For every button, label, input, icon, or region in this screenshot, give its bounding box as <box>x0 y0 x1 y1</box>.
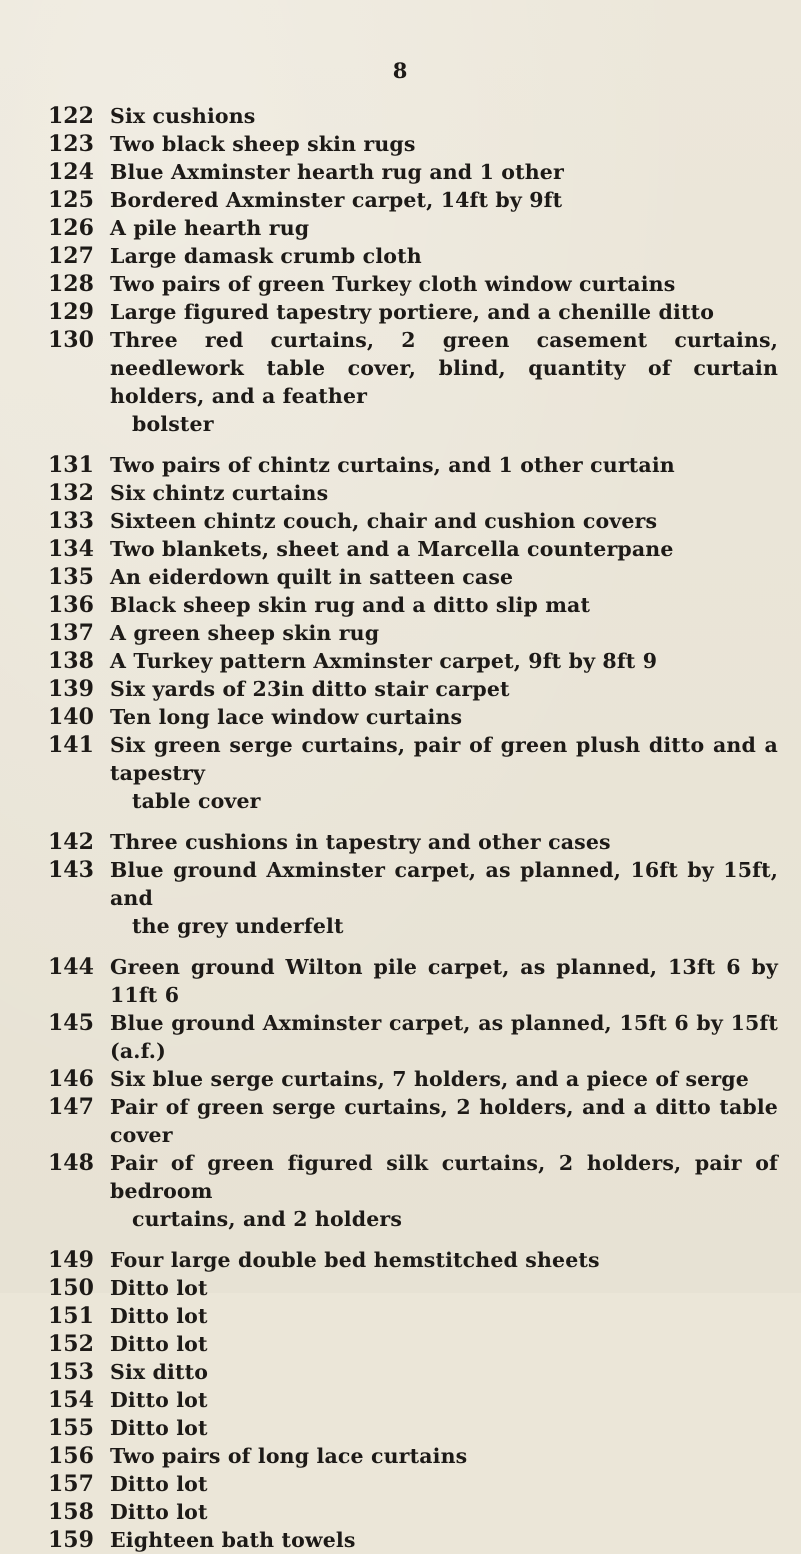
lot-description-text: Ditto lot <box>110 1332 208 1356</box>
lot-description-text: An eiderdown quilt in satteen case <box>110 565 514 589</box>
lot-row <box>0 619 801 647</box>
lot-description-text: Bordered Axminster carpet, 14ft by 9ft <box>110 188 563 212</box>
lot-description <box>110 1065 778 1093</box>
lot-row <box>0 535 801 563</box>
lot-description <box>110 856 778 940</box>
lot-number: 147 <box>48 1094 94 1120</box>
lot-description-text: Ditto lot <box>110 1472 208 1496</box>
lot-description-text: Two pairs of chintz curtains, and 1 other curtain <box>110 453 675 477</box>
lot-row <box>0 298 801 326</box>
lot-description-text: Two blankets, sheet and a Marcella counterpane <box>110 537 674 561</box>
lot-description <box>110 130 778 158</box>
lot-row <box>0 1498 801 1526</box>
lot-description-text: Ditto lot <box>110 1388 208 1412</box>
lot-number: 124 <box>48 159 94 185</box>
lot-description-text: Six cushions <box>110 104 256 128</box>
lot-description-text: Ten long lace window curtains <box>110 705 463 729</box>
lot-description <box>110 535 778 563</box>
lot-number: 132 <box>48 480 94 506</box>
lot-number: 143 <box>48 857 94 883</box>
lot-number: 156 <box>48 1443 94 1469</box>
lot-description-text: Six blue serge curtains, 7 holders, and a piece of serge <box>110 1067 749 1091</box>
lot-row <box>0 591 801 619</box>
lot-description-continuation: curtains, and 2 holders <box>132 1207 403 1231</box>
lot-description <box>110 270 778 298</box>
lot-description <box>110 1149 778 1233</box>
lot-row <box>0 1358 801 1386</box>
lot-description <box>110 563 778 591</box>
lot-description-text: Eighteen bath towels <box>110 1528 356 1552</box>
lot-description-text: A pile hearth rug <box>110 216 310 240</box>
lot-row <box>0 1246 801 1274</box>
lot-row <box>0 856 801 940</box>
lot-number: 146 <box>48 1066 94 1092</box>
lot-description-text: Ditto lot <box>110 1416 208 1440</box>
lot-number: 135 <box>48 564 94 590</box>
lot-description <box>110 1009 778 1065</box>
lot-description <box>110 326 778 438</box>
lot-list <box>0 102 801 1554</box>
lot-description-text: Six yards of 23in ditto stair carpet <box>110 677 510 701</box>
lot-number: 131 <box>48 452 94 478</box>
lot-row <box>0 326 801 438</box>
lot-number: 148 <box>48 1150 94 1176</box>
lot-description-text: Six chintz curtains <box>110 481 329 505</box>
lot-number: 144 <box>48 954 94 980</box>
lot-description-text: Ditto lot <box>110 1500 208 1524</box>
lot-row <box>0 158 801 186</box>
lot-description-text: Two pairs of long lace curtains <box>110 1444 468 1468</box>
lot-number: 128 <box>48 271 94 297</box>
lot-description-text: Sixteen chintz couch, chair and cushion covers <box>110 509 658 533</box>
lot-description-continuation: the grey underfelt <box>132 914 344 938</box>
lot-description <box>110 647 778 675</box>
lot-description-text: Two black sheep skin rugs <box>110 132 416 156</box>
lot-number: 133 <box>48 508 94 534</box>
lot-description <box>110 619 778 647</box>
lot-description-text: A green sheep skin rug <box>110 621 380 645</box>
lot-row <box>0 102 801 130</box>
lot-number: 157 <box>48 1471 94 1497</box>
lot-row <box>0 675 801 703</box>
lot-number: 136 <box>48 592 94 618</box>
lot-row <box>0 1065 801 1093</box>
lot-row <box>0 1442 801 1470</box>
lot-description-text: Three red curtains, 2 green casement curtains, needlework table cover, blind, quantity of curtain holders, and a feather <box>110 328 778 408</box>
lot-description <box>110 298 778 326</box>
lot-description <box>110 1246 778 1274</box>
lot-number: 127 <box>48 243 94 269</box>
lot-number: 140 <box>48 704 94 730</box>
lot-description <box>110 703 778 731</box>
lot-description-text: Pair of green figured silk curtains, 2 holders, pair of bedroom <box>110 1151 778 1203</box>
lot-description-text: Six ditto <box>110 1360 209 1384</box>
page-number: 8 <box>392 58 409 83</box>
lot-spacer <box>0 1233 801 1246</box>
lot-description-text: Four large double bed hemstitched sheets <box>110 1248 600 1272</box>
lot-description <box>110 1302 778 1330</box>
lot-number: 152 <box>48 1331 94 1357</box>
lot-row <box>0 1009 801 1065</box>
lot-row <box>0 563 801 591</box>
lot-description-text: Blue ground Axminster carpet, as planned, 16ft by 15ft, and <box>110 858 778 910</box>
lot-row <box>0 242 801 270</box>
lot-description-continuation: table cover <box>132 789 261 813</box>
lot-row <box>0 828 801 856</box>
lot-number: 134 <box>48 536 94 562</box>
lot-description <box>110 158 778 186</box>
lot-description <box>110 479 778 507</box>
lot-row <box>0 703 801 731</box>
lot-row <box>0 1386 801 1414</box>
lot-number: 123 <box>48 131 94 157</box>
lot-number: 141 <box>48 732 94 758</box>
lot-number: 130 <box>48 327 94 353</box>
lot-description <box>110 1470 778 1498</box>
lot-number: 154 <box>48 1387 94 1413</box>
lot-row <box>0 1330 801 1358</box>
lot-description <box>110 1414 778 1442</box>
lot-description <box>110 591 778 619</box>
lot-description <box>110 1386 778 1414</box>
lot-number: 150 <box>48 1275 94 1301</box>
lot-row <box>0 130 801 158</box>
lot-description <box>110 451 778 479</box>
lot-number: 137 <box>48 620 94 646</box>
lot-row <box>0 1274 801 1302</box>
lot-description-text: Green ground Wilton pile carpet, as planned, 13ft 6 by 11ft 6 <box>110 955 778 1007</box>
lot-row <box>0 1093 801 1149</box>
lot-description-continuation: bolster <box>132 412 214 436</box>
lot-row <box>0 1414 801 1442</box>
lot-description-text: Large damask crumb cloth <box>110 244 422 268</box>
lot-description <box>110 1093 778 1149</box>
lot-row <box>0 1470 801 1498</box>
lot-description-text: Ditto lot <box>110 1276 208 1300</box>
lot-number: 138 <box>48 648 94 674</box>
lot-number: 139 <box>48 676 94 702</box>
lot-description <box>110 1442 778 1470</box>
lot-description <box>110 1330 778 1358</box>
lot-row <box>0 1302 801 1330</box>
lot-description <box>110 1498 778 1526</box>
lot-row <box>0 953 801 1009</box>
lot-number: 129 <box>48 299 94 325</box>
lot-number: 151 <box>48 1303 94 1329</box>
lot-description <box>110 675 778 703</box>
lot-row <box>0 731 801 815</box>
lot-description <box>110 102 778 130</box>
lot-number: 158 <box>48 1499 94 1525</box>
lot-number: 153 <box>48 1359 94 1385</box>
lot-description <box>110 242 778 270</box>
lot-description <box>110 953 778 1009</box>
lot-description-text: Pair of green serge curtains, 2 holders, and a ditto table cover <box>110 1095 778 1147</box>
lot-description <box>110 1358 778 1386</box>
lot-number: 159 <box>48 1527 94 1553</box>
lot-description-text: Three cushions in tapestry and other cases <box>110 830 611 854</box>
lot-description <box>110 828 778 856</box>
lot-number: 155 <box>48 1415 94 1441</box>
lot-row <box>0 451 801 479</box>
lot-description-text: Blue Axminster hearth rug and 1 other <box>110 160 564 184</box>
lot-description-text: Ditto lot <box>110 1304 208 1328</box>
lot-description-text: Blue ground Axminster carpet, as planned, 15ft 6 by 15ft (a.f.) <box>110 1011 778 1063</box>
lot-number: 125 <box>48 187 94 213</box>
lot-spacer <box>0 940 801 953</box>
lot-row <box>0 507 801 535</box>
lot-row <box>0 270 801 298</box>
lot-number: 142 <box>48 829 94 855</box>
lot-description-text: A Turkey pattern Axminster carpet, 9ft by 8ft 9 <box>110 649 658 673</box>
lot-row <box>0 214 801 242</box>
lot-row <box>0 186 801 214</box>
lot-description <box>110 1274 778 1302</box>
lot-spacer <box>0 438 801 451</box>
lot-number: 126 <box>48 215 94 241</box>
lot-number: 145 <box>48 1010 94 1036</box>
lot-description <box>110 731 778 815</box>
lot-description <box>110 186 778 214</box>
lot-row <box>0 1526 801 1554</box>
lot-spacer <box>0 815 801 828</box>
lot-description-text: Six green serge curtains, pair of green plush ditto and a tapestry <box>110 733 778 785</box>
lot-number: 149 <box>48 1247 94 1273</box>
lot-row <box>0 647 801 675</box>
lot-description-text: Large figured tapestry portiere, and a chenille ditto <box>110 300 715 324</box>
lot-row <box>0 479 801 507</box>
lot-row <box>0 1149 801 1233</box>
lot-description <box>110 507 778 535</box>
lot-description-text: Black sheep skin rug and a ditto slip mat <box>110 593 591 617</box>
lot-number: 122 <box>48 103 94 129</box>
lot-description-text: Two pairs of green Turkey cloth window curtains <box>110 272 676 296</box>
lot-description <box>110 1526 778 1554</box>
lot-description <box>110 214 778 242</box>
